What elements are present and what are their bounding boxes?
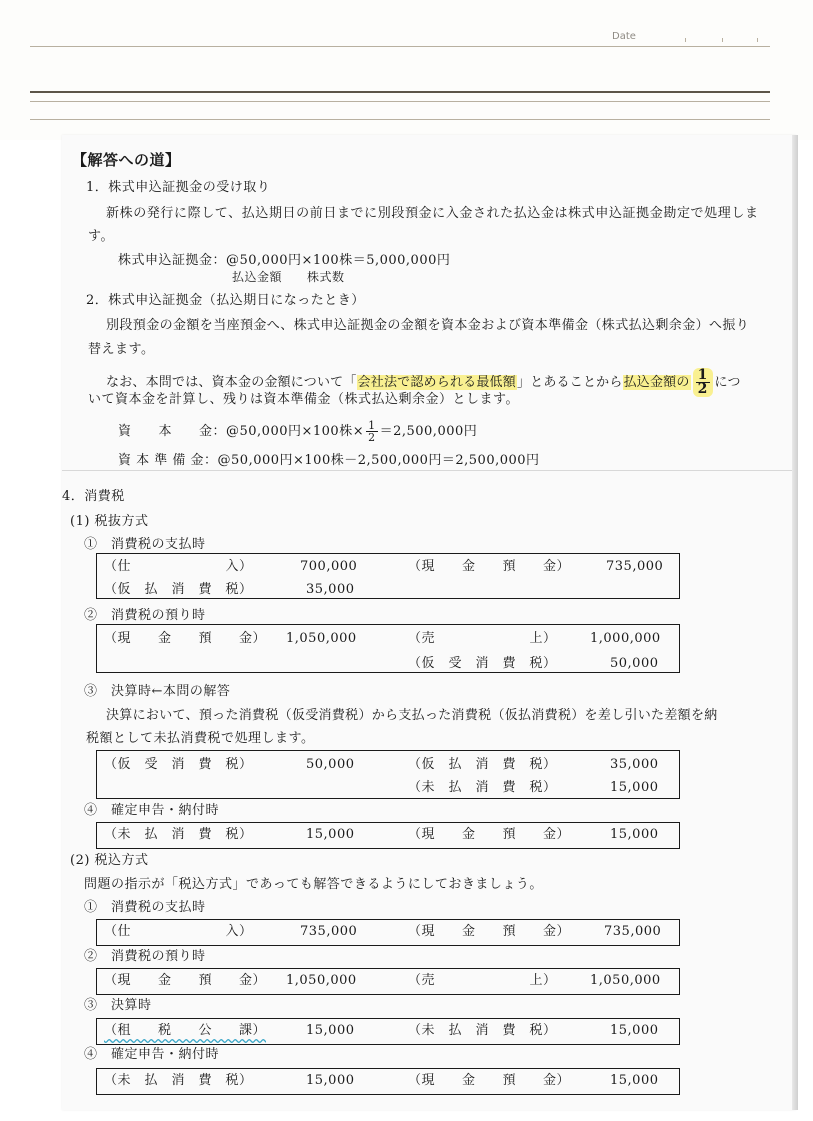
notebook-line: [30, 101, 770, 102]
paragraph: 税額として未払消費税で処理します。: [86, 731, 315, 746]
sheet-seam: [62, 470, 796, 471]
date-tick: [685, 38, 686, 42]
date-label: Date: [612, 31, 636, 42]
credit-amount: 15,000: [610, 1023, 659, 1038]
debit-account: （未 払 消 費 税）: [104, 827, 253, 842]
sub-heading: (2) 税込方式: [70, 853, 149, 868]
date-tick: [722, 38, 723, 42]
fraction-numerator: 1: [368, 419, 376, 432]
credit-account: （現 金 預 金）: [408, 827, 571, 842]
debit-account: （未 払 消 費 税）: [104, 1073, 253, 1088]
credit-account: （現 金 預 金）: [408, 924, 571, 939]
paragraph: 決算において、預った消費税（仮受消費税）から支払った消費税（仮払消費税）を差し引いた差額を納: [106, 708, 718, 723]
heading-4: 4．消費税: [62, 489, 125, 504]
notebook-line: [30, 119, 770, 120]
credit-amount: 15,000: [610, 1073, 659, 1088]
debit-amount: 700,000: [300, 559, 358, 574]
item-label: ① 消費税の支払時: [84, 900, 206, 915]
debit-amount: 15,000: [306, 1073, 355, 1088]
fraction-denominator: 2: [697, 381, 708, 397]
credit-amount: 735,000: [604, 924, 662, 939]
paragraph: す。: [88, 229, 114, 244]
half-fraction: [366, 420, 378, 443]
debit-amount: 35,000: [306, 582, 355, 597]
credit-account: （現 金 預 金）: [408, 559, 571, 574]
section-title: 【解答への道】: [72, 151, 181, 169]
credit-amount: 15,000: [610, 780, 659, 795]
credit-amount: 1,000,000: [590, 631, 661, 646]
credit-account: （売 上）: [408, 973, 557, 988]
credit-amount: 1,050,000: [590, 973, 661, 988]
notebook-line: [30, 46, 770, 47]
debit-amount: 15,000: [306, 1023, 355, 1038]
item-label: ③ 決算時: [84, 998, 152, 1013]
sub-heading: (1) 税抜方式: [70, 514, 149, 529]
fraction-numerator: 1: [697, 367, 708, 383]
note-text: 」とあることから: [516, 375, 623, 390]
credit-amount: 50,000: [610, 656, 659, 671]
fraction-denominator: 2: [368, 431, 376, 444]
debit-amount: 1,050,000: [286, 631, 357, 646]
note-text: なお、本問では、資本金の金額について「: [106, 375, 357, 390]
item-label: ④ 確定申告・納付時: [84, 1047, 220, 1062]
item-label: ② 消費税の預り時: [84, 949, 206, 964]
credit-account: （未 払 消 費 税）: [408, 1023, 557, 1038]
highlight-minimum: 会社法で認められる最低額: [357, 375, 516, 390]
debit-account: （現 金 預 金）: [104, 973, 267, 988]
calc-result: ＝2,500,000円: [379, 424, 478, 439]
paragraph: 新株の発行に際して、払込期日の前日までに別段預金に入金された払込金は株式申込証拠金勘定で処理しま: [106, 206, 759, 221]
debit-account: （仕 入）: [104, 924, 253, 939]
credit-account: （仮 受 消 費 税）: [408, 656, 557, 671]
formula-notes: 払込金額 株式数: [232, 270, 345, 284]
credit-amount: 35,000: [610, 757, 659, 772]
formula: 株式申込証拠金：@50,000円×100株＝5,000,000円: [118, 253, 451, 268]
highlight-payment: 払込金額の: [623, 375, 690, 390]
heading-2: 2．株式申込証拠金（払込期日になったとき）: [86, 293, 365, 308]
credit-amount: 735,000: [606, 559, 664, 574]
debit-amount: 1,050,000: [286, 973, 357, 988]
debit-account: （仮 払 消 費 税）: [104, 582, 253, 597]
item-label: ④ 確定申告・納付時: [84, 803, 220, 818]
note-line-2: いて資本金を計算し、残りは資本準備金（株式払込剰余金）とします。: [88, 392, 519, 407]
item-label: ① 消費税の支払時: [84, 537, 206, 552]
debit-amount: 735,000: [300, 924, 358, 939]
credit-account: （売 上）: [408, 631, 557, 646]
paragraph: 替えます。: [88, 342, 155, 357]
paragraph: 別段預金の金額を当座預金へ、株式申込証拠金の金額を資本金および資本準備金（株式払込剰余金）へ振り: [106, 318, 750, 333]
item-label: ② 消費税の預り時: [84, 608, 206, 623]
debit-account: （仮 受 消 費 税）: [104, 757, 253, 772]
note-text: につ: [714, 375, 741, 390]
debit-account: （仕 入）: [104, 559, 253, 574]
calc-capital: [118, 420, 477, 443]
sheet-edge: [792, 135, 798, 1110]
date-tick: [757, 38, 758, 42]
credit-amount: 15,000: [610, 827, 659, 842]
calc-reserve: 資 本 準 備 金：@50,000円×100株－2,500,000円＝2,500,000円: [118, 453, 540, 468]
debit-account: （租 税 公 課）: [104, 1023, 267, 1038]
debit-account: （現 金 預 金）: [104, 631, 267, 646]
debit-amount: 50,000: [306, 757, 355, 772]
paragraph: 問題の指示が「税込方式」であっても解答できるようにしておきましょう。: [84, 877, 543, 892]
credit-account: （未 払 消 費 税）: [408, 780, 557, 795]
calc-label: 資 本 金：@50,000円×100株×: [118, 424, 365, 439]
credit-account: （仮 払 消 費 税）: [408, 757, 557, 772]
credit-account: （現 金 預 金）: [408, 1073, 571, 1088]
heading-1: 1．株式申込証拠金の受け取り: [86, 180, 271, 195]
debit-amount: 15,000: [306, 827, 355, 842]
item-label: ③ 決算時←本問の解答: [84, 684, 231, 699]
half-fraction: [693, 368, 713, 397]
notebook-line: [30, 91, 770, 93]
